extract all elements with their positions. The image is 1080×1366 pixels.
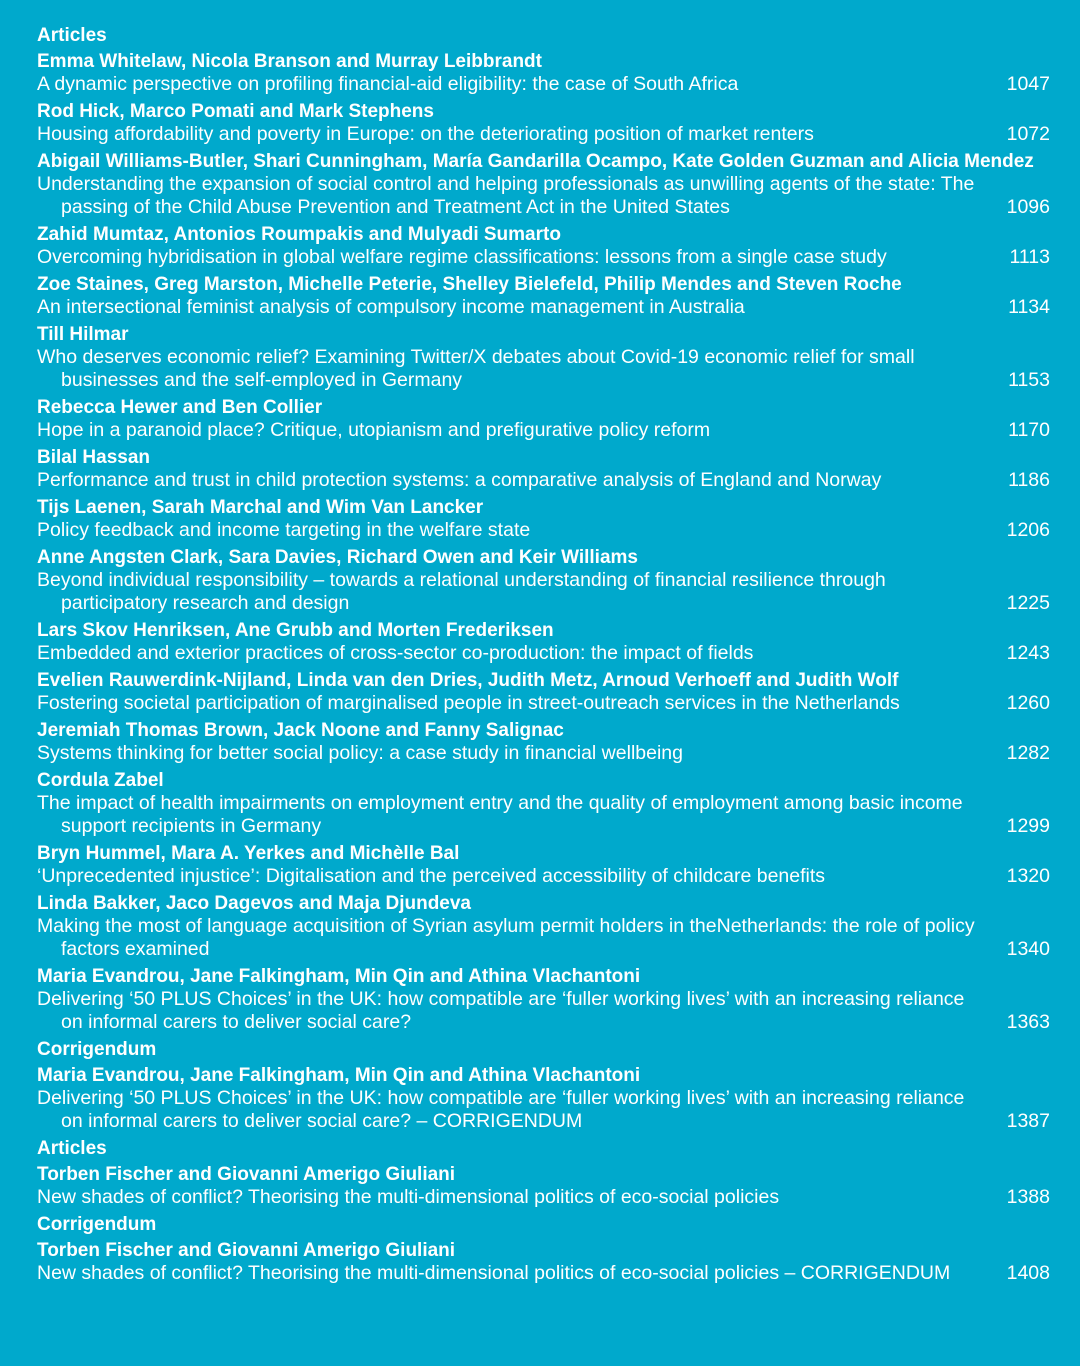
toc-entry (37, 323, 1050, 392)
entry-page-number: 1225 (1006, 592, 1050, 614)
entry-authors: Anne Angsten Clark, Sara Davies, Richard Owen and Keir Williams (37, 547, 638, 568)
toc-entry (37, 396, 1050, 442)
entry-title: New shades of conflict? Theorising the multi-dimensional politics of eco-social policies (37, 1186, 780, 1208)
entry-row (37, 569, 1050, 615)
entry-page-number: 1243 (1006, 642, 1050, 664)
entry-title: Who deserves economic relief? Examining Twitter/X debates about Covid-19 economic relief for small businesses and the self-employed in Germany (37, 346, 915, 391)
toc-entry (37, 446, 1050, 492)
entry-title: Embedded and exterior practices of cross-sector co-production: the impact of fields (37, 642, 754, 664)
section-heading-text: Corrigendum (37, 1039, 157, 1060)
entry-authors: Torben Fischer and Giovanni Amerigo Giuliani (37, 1240, 456, 1261)
entry-authors: Till Hilmar (37, 324, 129, 345)
entry-authors: Maria Evandrou, Jane Falkingham, Min Qin and Athina Vlachantoni (37, 1065, 641, 1086)
entry-row (37, 296, 1050, 319)
section-heading (37, 1038, 1050, 1061)
toc-entry (37, 769, 1050, 838)
entry-page-number: 1388 (1006, 1186, 1050, 1208)
entry-authors: Emma Whitelaw, Nicola Branson and Murray Leibbrandt (37, 51, 542, 72)
entry-title: A dynamic perspective on profiling financial-aid eligibility: the case of South Africa (37, 73, 739, 95)
toc-entry (37, 50, 1050, 96)
entry-row (37, 792, 1050, 838)
toc-entry (37, 273, 1050, 319)
toc-entry (37, 842, 1050, 888)
entry-row (37, 915, 1050, 961)
entry-row (37, 246, 1050, 269)
table-of-contents (37, 24, 1050, 1289)
entry-authors: Zoe Staines, Greg Marston, Michelle Peterie, Shelley Bielefeld, Philip Mendes and Steven Roche (37, 274, 902, 295)
entry-authors: Bilal Hassan (37, 447, 150, 468)
entry-authors: Jeremiah Thomas Brown, Jack Noone and Fanny Salignac (37, 720, 564, 741)
entry-page-number: 1299 (1006, 815, 1050, 837)
entry-row (37, 469, 1050, 492)
entry-page-number: 1408 (1006, 1262, 1050, 1284)
entry-page-number: 1363 (1006, 1011, 1050, 1033)
entry-page-number: 1047 (1006, 73, 1050, 95)
entry-row (37, 1087, 1050, 1133)
toc-entry (37, 965, 1050, 1034)
toc-entry (37, 1064, 1050, 1133)
toc-entry (37, 892, 1050, 961)
entry-title: Understanding the expansion of social control and helping professionals as unwilling agents of the state: The passing of the Child Abuse Prevention and Treatment Act in the United States (37, 173, 975, 218)
toc-entry (37, 669, 1050, 715)
section-heading (37, 1213, 1050, 1236)
entry-title: ‘Unprecedented injustice’: Digitalisation and the perceived accessibility of childcare benefits (37, 865, 826, 887)
entry-authors: Rod Hick, Marco Pomati and Mark Stephens (37, 101, 434, 122)
section-heading-text: Articles (37, 25, 107, 46)
entry-title: An intersectional feminist analysis of compulsory income management in Australia (37, 296, 745, 318)
toc-entry (37, 1239, 1050, 1285)
entry-title: Beyond individual responsibility – towards a relational understanding of financial resilience through participatory research and design (37, 569, 886, 614)
toc-entry (37, 150, 1050, 219)
entry-row (37, 1186, 1050, 1209)
entry-page-number: 1387 (1006, 1110, 1050, 1132)
entry-title: The impact of health impairments on employment entry and the quality of employment among basic income support recipients in Germany (37, 792, 963, 837)
toc-entry (37, 100, 1050, 146)
section-heading-text: Corrigendum (37, 1214, 157, 1235)
entry-row (37, 1262, 1050, 1285)
entry-authors: Zahid Mumtaz, Antonios Roumpakis and Mulyadi Sumarto (37, 224, 561, 245)
entry-title: Delivering ‘50 PLUS Choices’ in the UK: how compatible are ‘fuller working lives’ with an increasing reliance on informal carers to deliver social care? – CORRIGENDUM (37, 1087, 965, 1132)
entry-page-number: 1186 (1008, 469, 1050, 491)
entry-page-number: 1096 (1006, 196, 1050, 218)
entry-title: Housing affordability and poverty in Europe: on the deteriorating position of market renters (37, 123, 814, 145)
entry-title: Hope in a paranoid place? Critique, utopianism and prefigurative policy reform (37, 419, 711, 441)
entry-row (37, 173, 1050, 219)
entry-page-number: 1260 (1006, 692, 1050, 714)
entry-title: Systems thinking for better social policy: a case study in financial wellbeing (37, 742, 683, 764)
entry-title: New shades of conflict? Theorising the multi-dimensional politics of eco-social policies – CORRIGENDUM (37, 1262, 951, 1284)
entry-row (37, 419, 1050, 442)
entry-page-number: 1113 (1009, 246, 1050, 268)
entry-row (37, 692, 1050, 715)
entry-page-number: 1282 (1006, 742, 1050, 764)
section-heading (37, 1137, 1050, 1160)
entry-authors: Bryn Hummel, Mara A. Yerkes and Michèlle Bal (37, 843, 460, 864)
entry-page-number: 1134 (1008, 296, 1050, 318)
entry-row (37, 73, 1050, 96)
entry-title: Fostering societal participation of marginalised people in street-outreach services in the Netherlands (37, 692, 900, 714)
entry-page-number: 1072 (1006, 123, 1050, 145)
entry-page-number: 1153 (1008, 369, 1050, 391)
entry-page-number: 1340 (1006, 938, 1050, 960)
entry-page-number: 1320 (1006, 865, 1050, 887)
entry-title: Making the most of language acquisition of Syrian asylum permit holders in theNetherlands: the role of policy factors examined (37, 915, 975, 960)
entry-page-number: 1206 (1006, 519, 1050, 541)
entry-authors: Lars Skov Henriksen, Ane Grubb and Morten Frederiksen (37, 620, 554, 641)
entry-row (37, 123, 1050, 146)
entry-row (37, 519, 1050, 542)
toc-entry (37, 496, 1050, 542)
section-heading-text: Articles (37, 1138, 107, 1159)
entry-authors: Rebecca Hewer and Ben Collier (37, 397, 323, 418)
entry-row (37, 346, 1050, 392)
entry-authors: Torben Fischer and Giovanni Amerigo Giuliani (37, 1164, 456, 1185)
entry-authors: Maria Evandrou, Jane Falkingham, Min Qin and Athina Vlachantoni (37, 966, 641, 987)
entry-title: Performance and trust in child protection systems: a comparative analysis of England and Norway (37, 469, 882, 491)
entry-row (37, 742, 1050, 765)
entry-row (37, 865, 1050, 888)
entry-page-number: 1170 (1008, 419, 1050, 441)
toc-entry (37, 719, 1050, 765)
entry-authors: Abigail Williams-Butler, Shari Cunningham, María Gandarilla Ocampo, Kate Golden Guzman and Alicia Mendez (37, 151, 1034, 172)
entry-authors: Evelien Rauwerdink-Nijland, Linda van den Dries, Judith Metz, Arnoud Verhoeff and Judith Wolf (37, 670, 899, 691)
toc-entry (37, 1163, 1050, 1209)
entry-authors: Tijs Laenen, Sarah Marchal and Wim Van Lancker (37, 497, 484, 518)
entry-title: Delivering ‘50 PLUS Choices’ in the UK: how compatible are ‘fuller working lives’ with an increasing reliance on informal carers to deliver social care? (37, 988, 965, 1033)
toc-entry (37, 619, 1050, 665)
entry-authors: Cordula Zabel (37, 770, 164, 791)
entry-title: Overcoming hybridisation in global welfare regime classifications: lessons from a single case study (37, 246, 887, 268)
entry-row (37, 988, 1050, 1034)
toc-entry (37, 223, 1050, 269)
entry-row (37, 642, 1050, 665)
entry-title: Policy feedback and income targeting in the welfare state (37, 519, 531, 541)
entry-authors: Linda Bakker, Jaco Dagevos and Maja Djundeva (37, 893, 471, 914)
section-heading (37, 24, 1050, 47)
toc-entry (37, 546, 1050, 615)
